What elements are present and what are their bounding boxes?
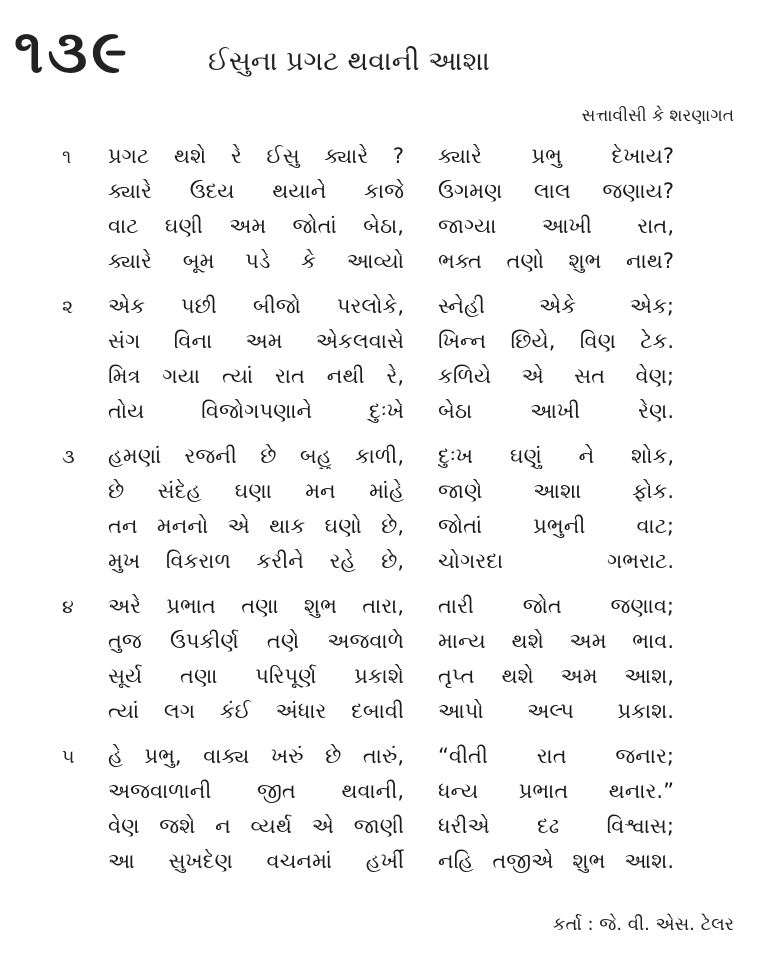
verse-number: ૨ bbox=[62, 296, 74, 318]
line-left: છે સંદેહ ઘણા મન માંહે bbox=[108, 479, 404, 503]
stanza-5 bbox=[0, 740, 762, 880]
line-left: એક પછી બીજો પરલોકે, bbox=[108, 294, 404, 318]
line-left: ક્યારે ઉદય થયાને કાજે bbox=[108, 179, 404, 203]
line-right: ધરીએ દઢ વિશ્વાસ; bbox=[438, 814, 674, 838]
verse-line bbox=[0, 775, 762, 810]
verse-line bbox=[0, 175, 762, 210]
line-right: ભક્ત તણો શુભ નાથ? bbox=[438, 249, 674, 273]
line-right: જાણે આશા ફોક. bbox=[438, 479, 674, 503]
line-left: ત્યાં લગ કંઈ અંધાર દબાવી bbox=[108, 699, 404, 723]
verse-line bbox=[0, 360, 762, 395]
stanza-2 bbox=[0, 290, 762, 430]
line-right: દુઃખ ઘણું ને શોક, bbox=[438, 444, 674, 468]
hymn-number: ૧૩૯ bbox=[14, 17, 131, 87]
hymn-title: ઈસુના પ્રગટ થવાની આશા bbox=[208, 46, 490, 77]
tune-name: સત્તાવીસી કે શરણાગત bbox=[581, 106, 734, 126]
line-left: તન મનનો એ થાક ઘણો છે, bbox=[108, 514, 404, 538]
line-right: તૃપ્ત થશે અમ આશ, bbox=[438, 664, 674, 688]
line-right: “વીતી રાત જનાર; bbox=[438, 744, 674, 768]
verse-line bbox=[0, 210, 762, 245]
verse-line bbox=[0, 510, 762, 545]
verse-number: ૫ bbox=[62, 746, 75, 768]
verse-line bbox=[0, 475, 762, 510]
verse-line bbox=[0, 590, 762, 625]
line-right: માન્ય થશે અમ ભાવ. bbox=[438, 629, 674, 653]
stanza-1 bbox=[0, 140, 762, 280]
line-left: મુખ વિકરાળ કરીને રહે છે, bbox=[108, 549, 404, 573]
line-left: હે પ્રભુ, વાક્ય ખરું છે તારું, bbox=[108, 744, 404, 768]
line-left: તુજ ઉપકીર્ણ તણે અજવાળે bbox=[108, 629, 404, 653]
verse-line bbox=[0, 740, 762, 775]
verses bbox=[0, 140, 762, 890]
line-right: સ્નેહી એકે એક; bbox=[438, 294, 674, 318]
verse-number: ૪ bbox=[62, 596, 74, 618]
line-right: ધન્ય પ્રભાત થનાર.” bbox=[438, 779, 674, 803]
line-left: પ્રગટ થશે રે ઈસુ ક્યારે ? bbox=[108, 144, 404, 168]
verse-line bbox=[0, 810, 762, 845]
line-right: નહિ તજીએ શુભ આશ. bbox=[438, 849, 674, 873]
line-left: તોય વિજોગપણાને દુઃખે bbox=[108, 399, 404, 423]
verse-line bbox=[0, 440, 762, 475]
verse-line bbox=[0, 140, 762, 175]
verse-line bbox=[0, 245, 762, 280]
line-right: બેઠા આખી રેણ. bbox=[438, 399, 674, 423]
line-left: વેણ જશે ન વ્યર્થ એ જાણી bbox=[108, 814, 404, 838]
line-right: ખિન્ન છિયે, વિણ ટેક. bbox=[438, 329, 674, 353]
line-right: કળિયે એ સત વેણ; bbox=[438, 364, 674, 388]
verse-line bbox=[0, 660, 762, 695]
line-left: સૂર્ય તણા પરિપૂર્ણ પ્રકાશે bbox=[108, 664, 404, 688]
verse-line bbox=[0, 695, 762, 730]
line-right: જોતાં પ્રભુની વાટ; bbox=[438, 514, 674, 538]
line-left: હમણાં રજની છે બહુ કાળી, bbox=[108, 444, 404, 468]
line-left: મિત્ર ગયા ત્યાં રાત નથી રે, bbox=[108, 364, 404, 388]
verse-line bbox=[0, 545, 762, 580]
stanza-4 bbox=[0, 590, 762, 730]
verse-number: ૧ bbox=[62, 146, 72, 168]
verse-number: ૩ bbox=[62, 446, 75, 468]
line-right: ઉગમણ લાલ જણાય? bbox=[438, 179, 674, 203]
author-credit: કર્તા : જે. વી. એસ. ટેલર bbox=[552, 914, 734, 935]
line-right: તારી જોત જણાવ; bbox=[438, 594, 674, 618]
line-left: સંગ વિના અમ એકલવાસે bbox=[108, 329, 404, 353]
verse-line bbox=[0, 625, 762, 660]
line-left: ક્યારે બૂમ પડે કે આવ્યો bbox=[108, 249, 404, 273]
verse-line bbox=[0, 290, 762, 325]
line-right: જાગ્યા આખી રાત, bbox=[438, 214, 674, 238]
verse-line bbox=[0, 395, 762, 430]
line-left: વાટ ઘણી અમ જોતાં બેઠા, bbox=[108, 214, 404, 238]
line-left: આ સુખદેણ વચનમાં હર્ખી bbox=[108, 849, 404, 873]
line-left: અજવાળાની જીત થવાની, bbox=[108, 779, 404, 803]
stanza-3 bbox=[0, 440, 762, 580]
line-right: ચોગરદા ગભરાટ. bbox=[438, 549, 674, 573]
line-right: ક્યારે પ્રભુ દેખાય? bbox=[438, 144, 674, 168]
verse-line bbox=[0, 325, 762, 360]
line-left: અરે પ્રભાત તણા શુભ તારા, bbox=[108, 594, 404, 618]
line-right: આપો અલ્પ પ્રકાશ. bbox=[438, 699, 674, 723]
verse-line bbox=[0, 845, 762, 880]
